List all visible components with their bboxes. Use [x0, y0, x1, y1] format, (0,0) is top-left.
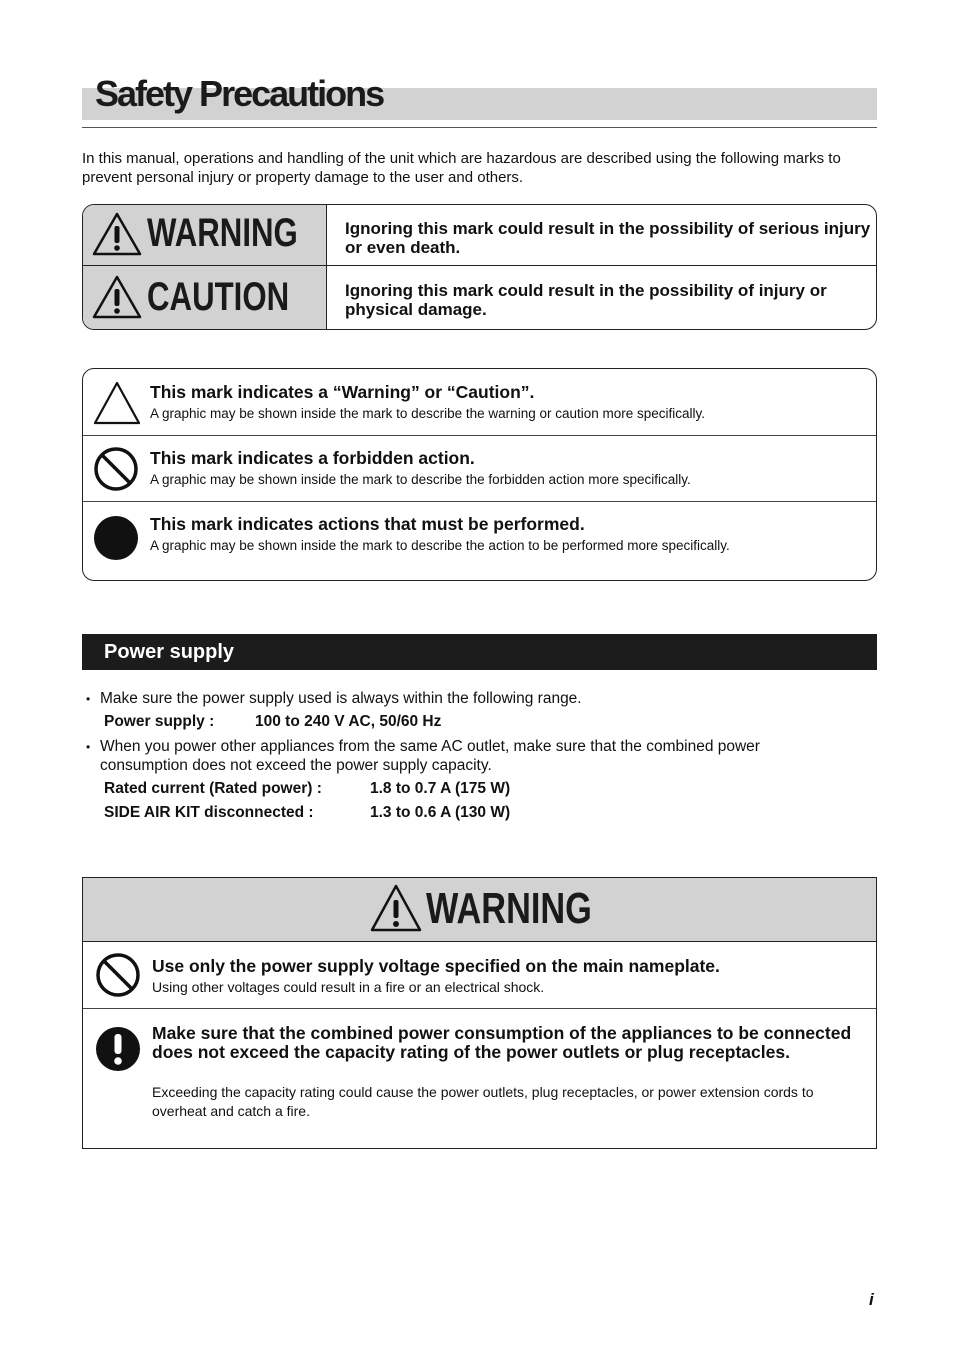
page-number: i	[869, 1290, 874, 1309]
bullet-text: Make sure the power supply used is always within the following range.	[100, 690, 582, 707]
legend-caution-word: CAUTION	[147, 275, 290, 319]
spec-label: Power supply :	[104, 713, 215, 730]
intro-paragraph: In this manual, operations and handling of the unit which are hazardous are described using the following marks to prevent personal injury or property damage to the user and others.	[82, 150, 841, 186]
bullet-marker: •	[86, 740, 91, 754]
triangle-outline-icon	[92, 380, 142, 426]
warning-item-description: Exceeding the capacity rating could cause the power outlets, plug receptacles, or power extension cords to overheat and catch a fire.	[152, 1084, 814, 1119]
filled-circle-icon	[92, 514, 140, 562]
warning-triangle-icon	[369, 883, 423, 933]
warning-box-header	[83, 878, 876, 942]
page-title: Safety Precautions	[95, 73, 384, 114]
spec-value: 1.8 to 0.7 A (175 W)	[370, 780, 511, 797]
mark-title: This mark indicates a forbidden action.	[150, 448, 475, 468]
mark-description: A graphic may be shown inside the mark to describe the action to be performed more specifically.	[150, 538, 730, 553]
prohibition-icon	[94, 951, 142, 999]
exclamation-circle-icon	[95, 1026, 141, 1072]
warning-item-title: Use only the power supply voltage specified on the main nameplate.	[152, 956, 720, 976]
warning-item-title: Make sure that the combined power consumption of the appliances to be connected does not exceed the capacity rating of the power outlets or plug receptacles.	[152, 1023, 852, 1062]
prohibition-icon	[92, 445, 140, 493]
legend-warning-text: Ignoring this mark could result in the possibility of serious injury or even death.	[345, 219, 871, 257]
warning-triangle-icon	[91, 211, 143, 257]
mark-row-warning-caution	[83, 369, 876, 436]
mark-row-mandatory	[83, 501, 876, 567]
legend-label-cell	[83, 266, 327, 329]
warning-item	[83, 942, 876, 1009]
bullet-text: When you power other appliances from the same AC outlet, make sure that the combined power	[100, 738, 760, 755]
bullet-text: consumption does not exceed the power supply capacity.	[100, 757, 492, 774]
warning-item	[83, 1009, 876, 1148]
section-title: Power supply	[104, 641, 235, 663]
caution-triangle-icon	[91, 274, 143, 320]
marks-box	[82, 368, 877, 581]
legend-caution-text: Ignoring this mark could result in the possibility of injury or physical damage.	[345, 281, 827, 319]
legend-row-warning	[83, 205, 876, 266]
spec-value: 100 to 240 V AC, 50/60 Hz	[255, 713, 442, 730]
spec-label: SIDE AIR KIT disconnected :	[104, 804, 314, 821]
legend-label-cell	[83, 205, 327, 265]
mark-title: This mark indicates a “Warning” or “Caution”.	[150, 382, 535, 402]
legend-row-caution	[83, 266, 876, 329]
mark-row-forbidden	[83, 435, 876, 502]
title-rule	[82, 127, 877, 128]
legend-box	[82, 204, 877, 330]
warning-box	[82, 877, 877, 1149]
bullet-marker: •	[86, 692, 91, 706]
warning-box-heading: WARNING	[426, 884, 592, 933]
legend-warning-word: WARNING	[147, 211, 298, 255]
mark-title: This mark indicates actions that must be performed.	[150, 514, 585, 534]
mark-description: A graphic may be shown inside the mark to describe the forbidden action more specifically.	[150, 472, 691, 487]
warning-item-description: Using other voltages could result in a fire or an electrical shock.	[152, 979, 545, 995]
spec-value: 1.3 to 0.6 A (130 W)	[370, 804, 511, 821]
spec-label: Rated current (Rated power) :	[104, 780, 322, 797]
mark-description: A graphic may be shown inside the mark to describe the warning or caution more specifically.	[150, 406, 706, 421]
